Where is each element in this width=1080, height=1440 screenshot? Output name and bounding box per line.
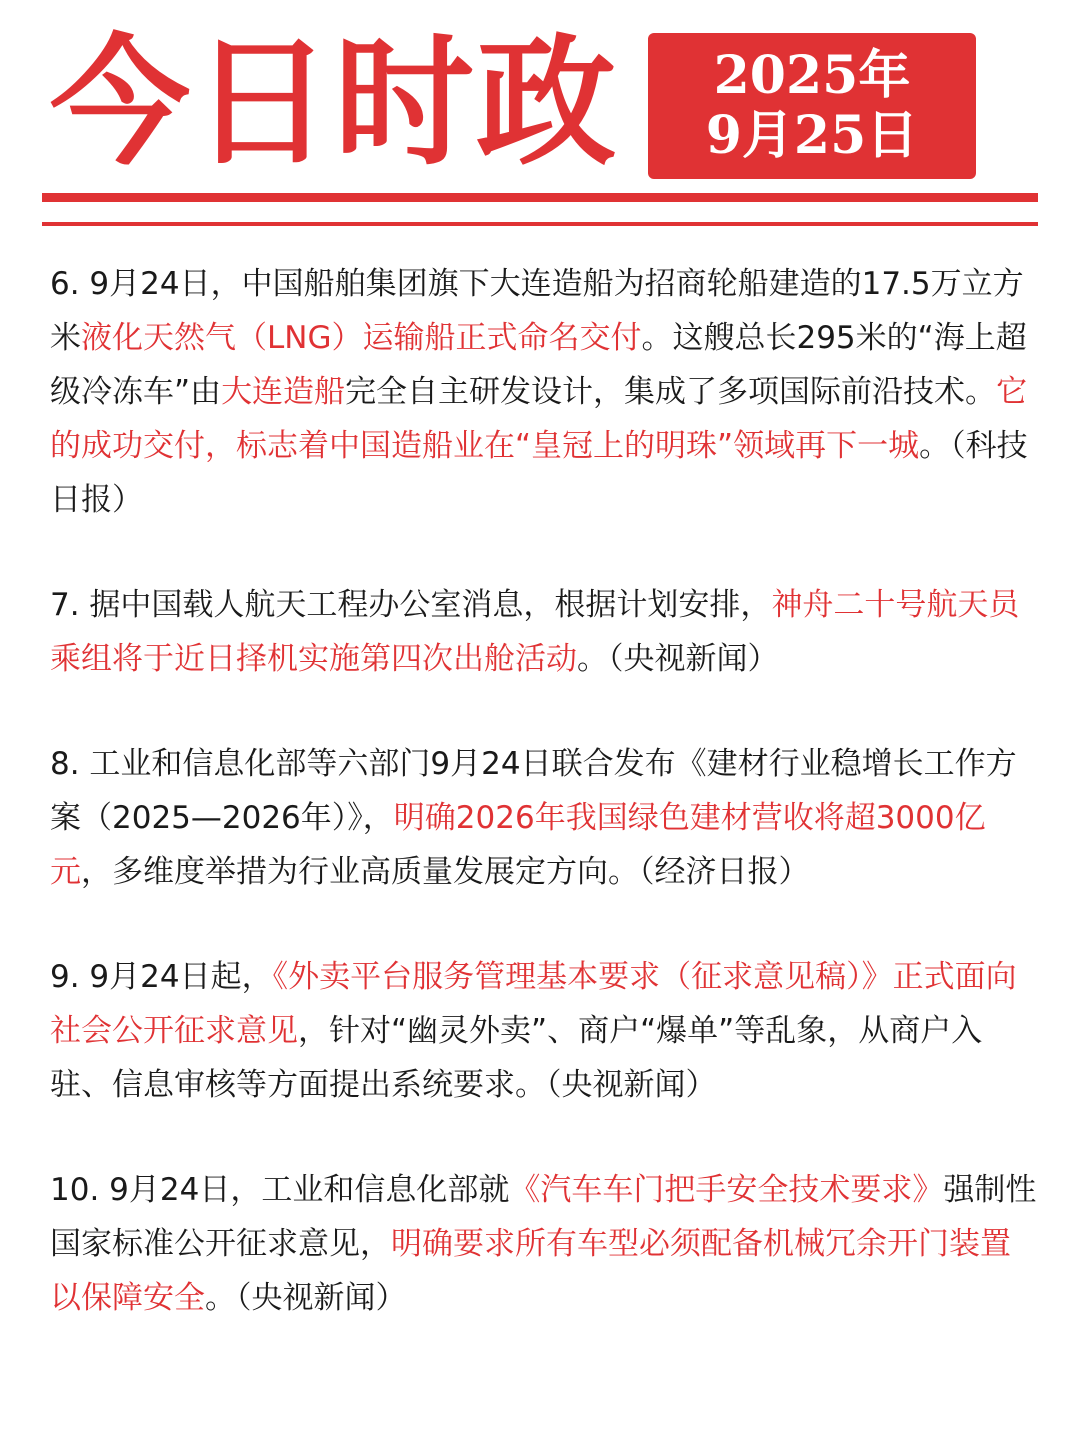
news-item-7 [50, 578, 1040, 686]
date-badge [648, 33, 976, 179]
date-day: 9月25日 [705, 105, 919, 166]
news-text: 7. 据中国载人航天工程办公室消息，根据计划安排， [50, 587, 772, 623]
news-source: ，多维度举措为行业高质量发展定方向。（经济日报） [81, 854, 810, 890]
news-highlight: 明确要求所有车型必须配备机械冗余开门装置以保障安全 [50, 1226, 1011, 1316]
news-list [50, 257, 1040, 1376]
news-source: 。（央视新闻） [205, 1280, 407, 1316]
news-text: 强制性国家标准公开征求意见， [50, 1172, 1037, 1262]
news-item-10 [50, 1163, 1040, 1325]
news-highlight: 《汽车车门把手安全技术要求》 [509, 1172, 944, 1208]
news-source: 。（央视新闻） [577, 641, 779, 677]
news-source: ，针对“幽灵外卖”、商户“爆单”等乱象，从商户入驻、信息审核等方面提出系统要求。（央视新闻） [50, 1013, 983, 1103]
header-divider-thick [42, 193, 1038, 202]
page-title: 今日时政 [50, 21, 619, 185]
news-item-8 [50, 737, 1040, 899]
header-divider-thin [42, 222, 1038, 226]
news-text: 。这艘总长295米的“海上超级冷冻车”由 [50, 320, 1027, 410]
news-text: 9. 9月24日起， [50, 959, 273, 995]
header [0, 0, 1080, 235]
news-highlight: 明确2026年我国绿色建材营收将超3000亿元 [50, 800, 986, 890]
news-highlight: 神舟二十号航天员乘组将于近日择机实施第四次出舱活动 [50, 587, 1020, 677]
news-item-9 [50, 950, 1040, 1112]
news-text: 6. 9月24日，中国船舶集团旗下大连造船为招商轮船建造的17.5万立方米 [50, 266, 1024, 356]
news-text: 10. 9月24日，工业和信息化部就 [50, 1172, 510, 1208]
news-text: 8. 工业和信息化部等六部门9月24日联合发布《建材行业稳增长工作方案（2025—2026年）》， [50, 746, 1017, 836]
date-year: 2025年 [713, 45, 911, 106]
news-text: 完全自主研发设计，集成了多项国际前沿技术。 [345, 374, 997, 410]
news-source: 。（科技日报） [50, 428, 1028, 518]
news-highlight: 它的成功交付，标志着中国造船业在“皇冠上的明珠”领域再下一城 [50, 374, 1028, 464]
news-item-6 [50, 257, 1040, 527]
news-highlight: 液化天然气（LNG）运输船正式命名交付 [81, 320, 642, 356]
news-highlight: 《外卖平台服务管理基本要求（征求意见稿）》正式面向社会公开征求意见 [50, 959, 1017, 1049]
news-highlight: 大连造船 [221, 374, 346, 410]
